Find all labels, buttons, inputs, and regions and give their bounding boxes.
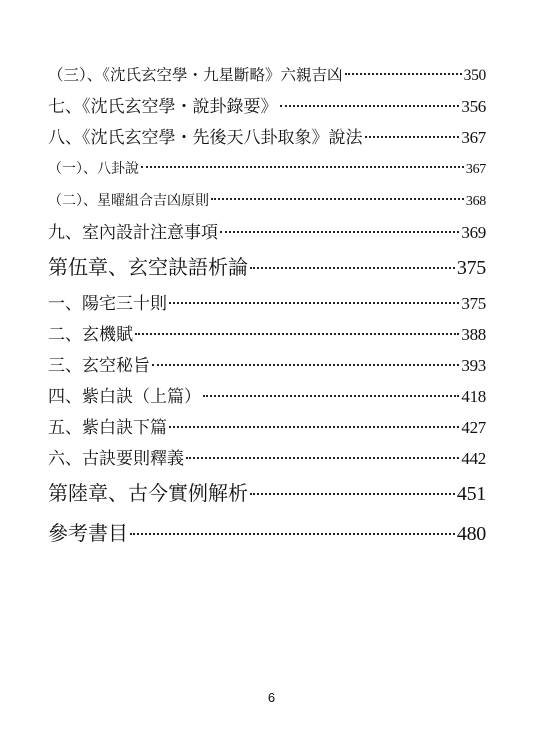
toc-entry — [48, 293, 486, 315]
dot-leader — [152, 364, 459, 366]
toc-entry-title: （一）、八卦說 — [48, 161, 139, 177]
toc-entry-page: 427 — [461, 418, 486, 437]
toc-entry — [48, 64, 486, 87]
toc-entry-page: 350 — [463, 67, 486, 84]
dot-leader — [169, 302, 459, 304]
dot-leader — [250, 493, 455, 495]
dot-leader — [130, 533, 455, 535]
toc-entry-page: 356 — [461, 97, 486, 116]
toc-entry-title: 五、紫白訣下篇 — [48, 418, 167, 438]
toc-entry-page: 369 — [461, 223, 486, 242]
toc-entry-title: 四、紫白訣（上篇） — [48, 387, 201, 407]
toc-entry-title: 六、古訣要則釋義 — [48, 449, 184, 469]
toc-entry-page: 451 — [456, 483, 486, 505]
toc-entry-page: 367 — [461, 128, 486, 147]
toc-chapter-entry — [48, 519, 486, 548]
toc-entry-page: 442 — [461, 449, 486, 468]
toc-entry — [48, 158, 486, 181]
toc-chapter-entry — [48, 479, 486, 508]
toc-entry — [48, 96, 486, 118]
toc-entry-page: 418 — [461, 387, 486, 406]
dot-leader — [169, 426, 459, 428]
toc-entry — [48, 127, 486, 149]
dot-leader — [365, 136, 460, 138]
dot-leader — [250, 267, 455, 269]
toc-entry-page: 480 — [456, 523, 486, 545]
toc-entry — [48, 417, 486, 439]
dot-leader — [141, 166, 464, 168]
toc-entry-title: 第伍章、玄空訣語析論 — [48, 255, 248, 279]
toc-entry-page: 388 — [461, 325, 486, 344]
toc-entry-title: （二）、星曜組合吉凶原則 — [48, 193, 209, 209]
toc-entry-title: 第陸章、古今實例解析 — [48, 481, 248, 505]
toc-entry — [48, 386, 486, 408]
toc-entry-title: 八、《沈氏玄空學・先後天八卦取象》說法 — [48, 128, 363, 148]
dot-leader — [203, 395, 459, 397]
toc-entry-page: 375 — [461, 294, 486, 313]
toc-chapter-entry — [48, 253, 486, 282]
toc-entry-title: 參考書目 — [48, 521, 128, 545]
toc-entry-title: （三）、《沈氏玄空學・九星斷略》六親吉凶 — [48, 66, 343, 84]
toc-entry-page: 375 — [456, 257, 486, 279]
dot-leader — [345, 73, 462, 75]
table-of-contents — [48, 64, 486, 559]
toc-entry-page: 393 — [461, 356, 486, 375]
toc-entry-page: 368 — [465, 194, 486, 209]
toc-entry — [48, 190, 486, 213]
toc-entry — [48, 448, 486, 470]
dot-leader — [220, 231, 459, 233]
toc-entry-page: 367 — [465, 162, 486, 177]
toc-entry — [48, 324, 486, 346]
toc-entry-title: 七、《沈氏玄空學・說卦錄要》 — [48, 97, 278, 117]
toc-entry-title: 三、玄空秘旨 — [48, 356, 150, 376]
dot-leader — [211, 198, 464, 200]
dot-leader — [135, 333, 459, 335]
dot-leader — [280, 105, 460, 107]
dot-leader — [186, 457, 459, 459]
toc-entry-title: 九、室內設計注意事項 — [48, 223, 218, 243]
toc-entry-title: 二、玄機賦 — [48, 325, 133, 345]
toc-entry — [48, 222, 486, 244]
toc-entry — [48, 355, 486, 377]
page-number: 6 — [267, 690, 276, 705]
toc-entry-title: 一、陽宅三十則 — [48, 294, 167, 314]
